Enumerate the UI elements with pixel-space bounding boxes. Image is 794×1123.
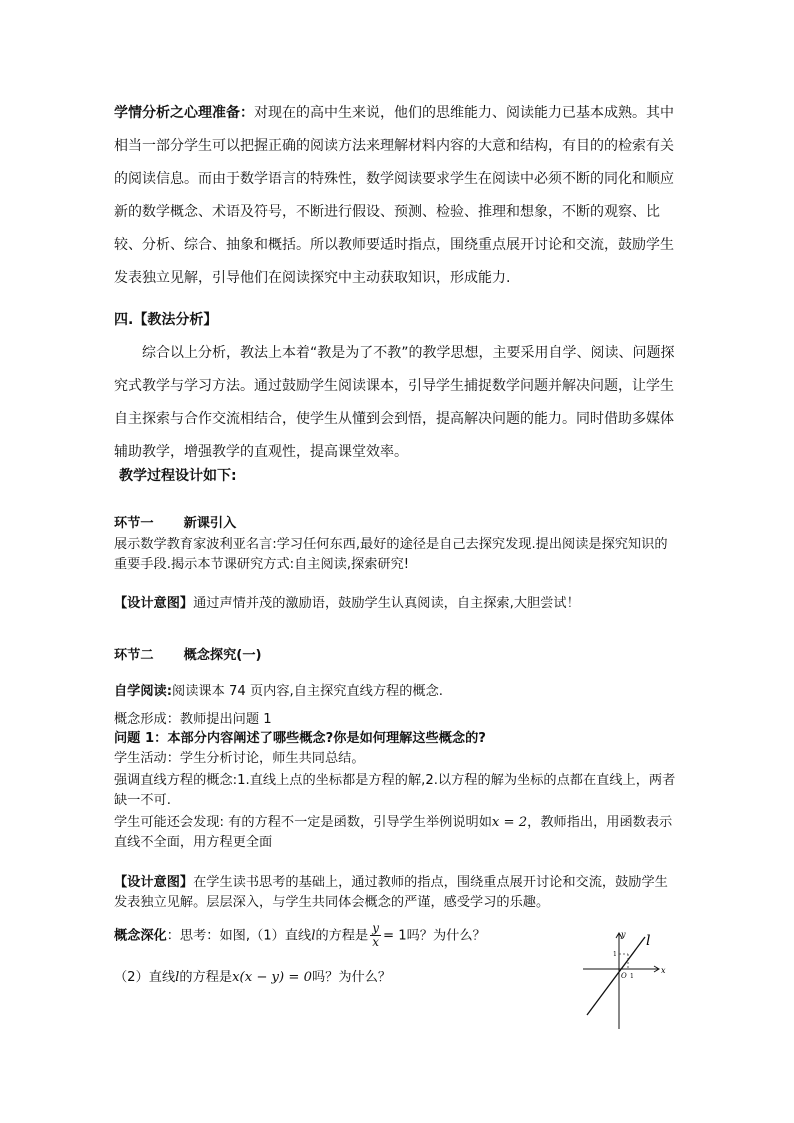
stage2-label: 环节二 (114, 648, 154, 663)
tick-x-label: 1 (630, 973, 634, 980)
stage1-text: 展示数学教育家波利亚名言:学习任何东西,最好的途径是自己去探究发现.提出阅读是探究知识的重要手段.揭示本节课研究方式:自主阅读,探索研究! (114, 537, 668, 572)
deep-text1: ：思考：如图,（1）直线 (166, 928, 312, 944)
deepening-q1 (114, 922, 534, 951)
self-read-label: 自学阅读: (114, 684, 173, 699)
deep-label: 概念深化 (114, 928, 167, 944)
q2-post: 吗？为什么？ (311, 970, 392, 985)
stage2-name: 概念探究(一) (183, 648, 262, 663)
discover-post: ，教师指出，用函数表示直线不全面，用方程更全面 (114, 815, 673, 850)
origin-label: O (621, 972, 627, 980)
line-l (587, 937, 645, 1015)
stage2-intent (114, 873, 676, 913)
question-1: 问题 1：本部分内容阐述了哪些概念?你是如何理解这些概念的? (114, 731, 486, 746)
line-figure (575, 925, 675, 1035)
stage1-heading (114, 514, 676, 534)
frac-den: x (372, 935, 379, 949)
stage2-heading (114, 646, 676, 666)
stage1-intent (114, 594, 676, 614)
self-read-text: 阅读课本 74 页内容,自主探究直线方程的概念. (172, 684, 443, 699)
section4-title: 四.【教法分析】 (114, 312, 218, 328)
discover-pre: 学生可能还会发现: 有的方程不一定是函数，引导学生举例说明如 (114, 815, 492, 830)
discover-math: x = 2 (491, 815, 528, 830)
stage1-intent-text: 通过声情并茂的激励语，鼓励学生认真阅读，自主探索,大胆尝试！ (193, 596, 580, 611)
deep-text3: = 1吗？为什么？ (382, 928, 486, 944)
psych-heading: 学情分析之心理准备： (114, 105, 254, 121)
stage2-intent-text: 在学生读书思考的基础上，通过教师的指点，围绕重点展开讨论和交流，鼓励学生发表独立见解。层层深入，与学生共同体会概念的严谨，感受学习的乐趣。 (114, 875, 668, 910)
concept-formation: 概念形成：教师提出问题 1 (114, 712, 272, 727)
q2-pre: （2）直线 (114, 970, 176, 985)
deep-text2: 的方程是 (315, 928, 369, 944)
self-read (114, 682, 676, 702)
process-title: 教学过程设计如下: (119, 468, 237, 484)
q2-math: x(x − y) = 0 (232, 970, 312, 985)
fraction-y-over-x (370, 922, 381, 949)
q2-l: l (175, 970, 180, 985)
discover-text (114, 813, 676, 853)
section4-paragraph: 综合以上分析，教法上本着“教是为了不教”的教学思想，主要采用自学、阅读、问题探究式教学与学习方法。通过鼓励学生阅读课本，引导学生捕捉数学问题并解决问题，让学生自主探索与合作交流相结合，使学生从懂到会到悟，提高解决问题的能力。同时借助多媒体辅助教学，增强教学的直观性，提高课堂效率。 (114, 345, 675, 460)
line-label: l (646, 933, 651, 949)
q2-mid: 的方程是 (179, 970, 233, 985)
stage1-label: 环节一 (114, 516, 154, 531)
deep-l: l (311, 928, 316, 944)
stage2-intent-label: 【设计意图】 (114, 875, 194, 890)
deepening-q2 (114, 966, 534, 990)
student-activity: 学生活动：学生分析讨论，师生共同总结。 (114, 751, 365, 766)
psych-text: 对现在的高中生来说，他们的思维能力、阅读能力已基本成熟。其中相当一部分学生可以把握正确的阅读方法来理解材料内容的大意和结构，有目的的检索有关的阅读信息。而由于数学语言的特殊性，数学阅读要求学生在阅读中必须不断的同化和顺应新的数学概念、术语及符号，不断进行假设、预测、检验、推理和想象，不断的观察、比较、分析、综合、抽象和概括。所以教师要适时指点，围绕重点展开讨论和交流，鼓励学生发表独立见解，引导他们在阅读探究中主动获取知识，形成能力. (114, 105, 674, 286)
psych-paragraph (114, 97, 676, 295)
stage1-intent-label: 【设计意图】 (114, 596, 194, 611)
y-label: y (621, 930, 626, 939)
emphasis-text: 强调直线方程的概念:1.直线上点的坐标都是方程的解,2.以方程的解为坐标的点都在直线上，两者缺一不可. (114, 773, 676, 808)
tick-y-label: 1 (613, 951, 617, 958)
frac-num: y (372, 921, 379, 935)
stage1-name: 新课引入 (183, 516, 237, 531)
x-label: x (661, 966, 666, 975)
